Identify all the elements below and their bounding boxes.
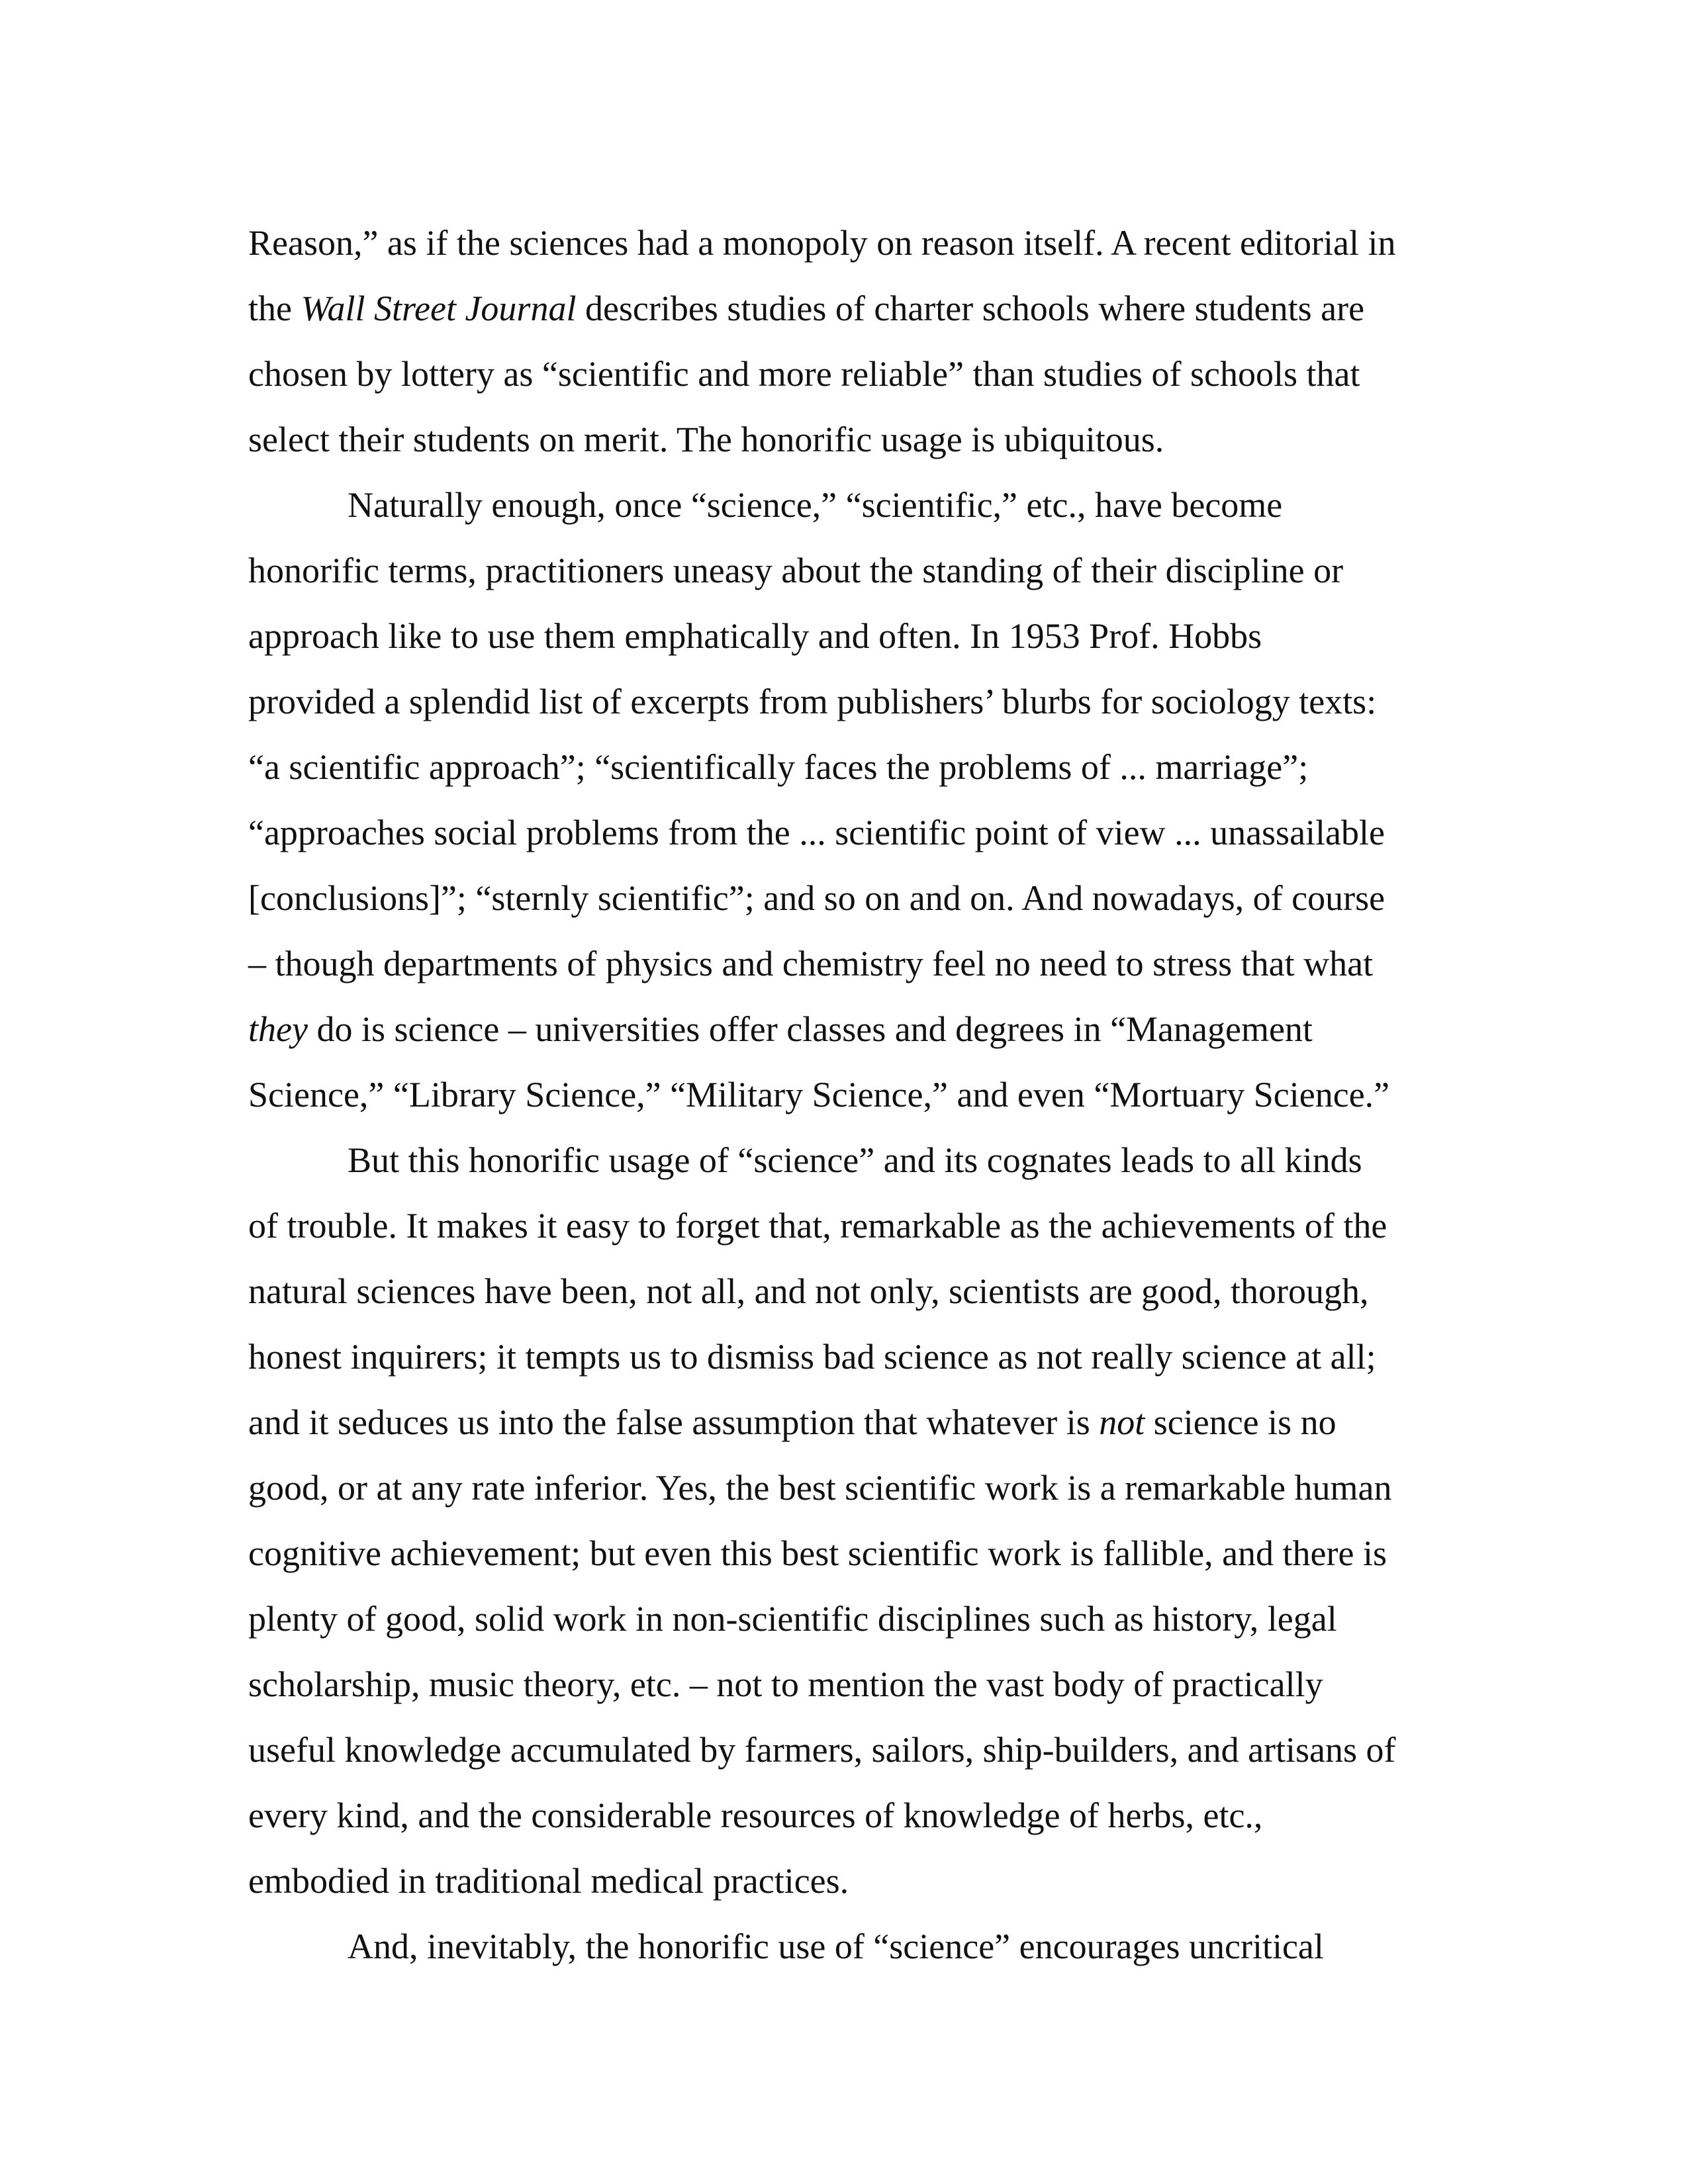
text-line: [conclusions]”; “sternly scientific”; and so on and on. And nowadays, of course (248, 878, 1385, 918)
text-line: Reason,” as if the sciences had a monopoly on reason itself. A recent editorial in (248, 223, 1396, 263)
text-line: cognitive achievement; but even this best scientific work is fallible, and there is (248, 1533, 1387, 1573)
text-line: good, or at any rate inferior. Yes, the best scientific work is a remarkable human (248, 1468, 1392, 1508)
text-line: embodied in traditional medical practices. (248, 1861, 849, 1901)
text-line: natural sciences have been, not all, and not only, scientists are good, thorough, (248, 1271, 1369, 1311)
text-line: chosen by lottery as “scientific and more reliable” than studies of schools that (248, 354, 1360, 394)
paragraph-start-line: But this honorific usage of “science” and its cognates leads to all kinds (348, 1140, 1362, 1180)
document-body (248, 210, 1456, 1979)
text-line: “a scientific approach”; “scientifically faces the problems of ... marriage”; (248, 747, 1309, 787)
text-line: “approaches social problems from the ... scientific point of view ... unassailable (248, 813, 1385, 852)
text-line: provided a splendid list of excerpts from publishers’ blurbs for sociology texts: (248, 682, 1377, 721)
text-line: they do is science – universities offer classes and degrees in “Management (248, 1009, 1313, 1049)
text-line: and it seduces us into the false assumption that whatever is not science is no (248, 1402, 1336, 1442)
text-line: plenty of good, solid work in non-scientific disciplines such as history, legal (248, 1599, 1337, 1639)
text-line: select their students on merit. The honorific usage is ubiquitous. (248, 420, 1164, 459)
text-line: the Wall Street Journal describes studies of charter schools where students are (248, 289, 1365, 328)
text-line: useful knowledge accumulated by farmers, sailors, ship-builders, and artisans of (248, 1730, 1396, 1770)
paragraph-start-line: And, inevitably, the honorific use of “science” encourages uncritical (348, 1927, 1324, 1966)
text-line: Science,” “Library Science,” “Military Science,” and even “Mortuary Science.” (248, 1075, 1390, 1115)
text-line: – though departments of physics and chemistry feel no need to stress that what (248, 944, 1374, 983)
text-line: of trouble. It makes it easy to forget that, remarkable as the achievements of the (248, 1206, 1387, 1246)
text-line: every kind, and the considerable resources of knowledge of herbs, etc., (248, 1796, 1263, 1835)
journal-title: Wall Street Journal (301, 289, 577, 328)
emphasis-they: they (248, 1009, 308, 1049)
text-line: scholarship, music theory, etc. – not to mention the vast body of practically (248, 1664, 1323, 1704)
text-line: honorific terms, practitioners uneasy about the standing of their discipline or (248, 551, 1344, 590)
emphasis-not: not (1099, 1402, 1145, 1442)
paragraph-start-line: Naturally enough, once “science,” “scientific,” etc., have become (348, 485, 1283, 525)
text-line: honest inquirers; it tempts us to dismiss bad science as not really science at all; (248, 1337, 1376, 1377)
text-line: approach like to use them emphatically and often. In 1953 Prof. Hobbs (248, 616, 1262, 656)
